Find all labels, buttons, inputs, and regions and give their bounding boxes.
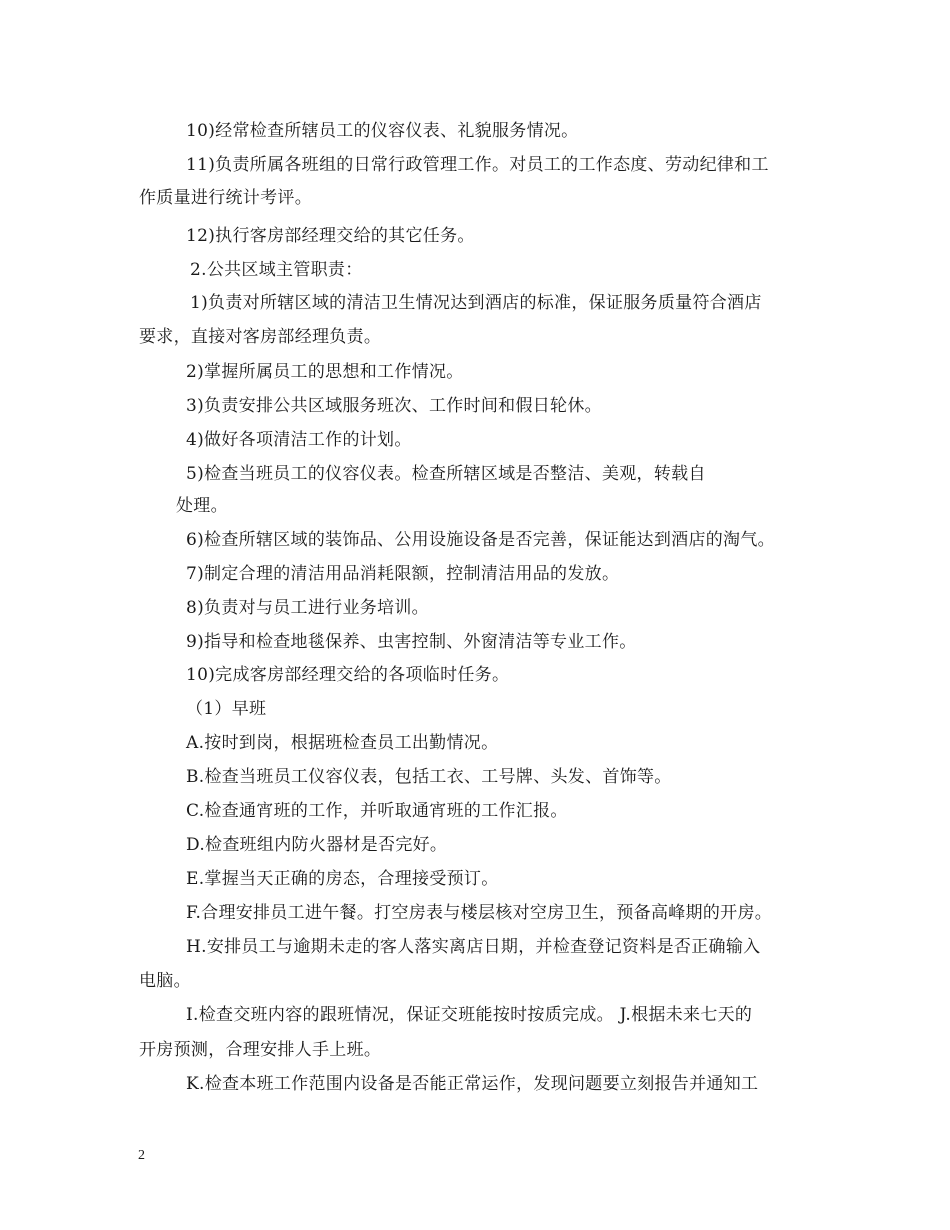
text-line: I.检查交班内容的跟班情况，保证交班能按时按质完成。 J.根据未来七天的 (186, 1005, 753, 1025)
text-line: 10)完成客房部经理交给的各项临时任务。 (186, 665, 510, 685)
text-line: F.合理安排员工进午餐。打空房表与楼层核对空房卫生，预备高峰期的开房。 (186, 903, 773, 923)
text-line: A.按时到岗，根据班检查员工出勤情况。 (186, 733, 499, 753)
text-line: 10)经常检查所辖员工的仪容仪表、礼貌服务情况。 (186, 121, 579, 141)
text-line: 8)负责对与员工进行业务培训。 (186, 598, 429, 618)
text-line: 2)掌握所属员工的思想和工作情况。 (186, 362, 464, 382)
text-line: 4)做好各项清洁工作的计划。 (186, 430, 412, 450)
text-line: 11)负责所属各班组的日常行政管理工作。对员工的工作态度、劳动纪律和工 (186, 155, 769, 175)
text-line: 7)制定合理的清洁用品消耗限额，控制清洁用品的发放。 (186, 564, 620, 584)
text-line: 作质量进行统计考评。 (139, 188, 312, 208)
text-line: 9)指导和检查地毯保养、虫害控制、外窗清洁等专业工作。 (186, 632, 637, 652)
text-line: 1)负责对所辖区域的清洁卫生情况达到酒店的标准，保证服务质量符合酒店 (190, 293, 762, 313)
text-line: E.掌握当天正确的房态，合理接受预订。 (186, 869, 499, 889)
text-line: 开房预测，合理安排人手上班。 (139, 1040, 382, 1060)
section-heading: 2.公共区域主管职责： (190, 260, 363, 280)
text-line: 处理。 (176, 496, 228, 516)
text-line: K.检查本班工作范围内设备是否能正常运作，发现问题要立刻报告并通知工 (186, 1074, 759, 1094)
text-line: 5)检查当班员工的仪容仪表。检查所辖区域是否整洁、美观，转载自 (186, 464, 706, 484)
text-line: 3)负责安排公共区域服务班次、工作时间和假日轮休。 (186, 396, 602, 416)
text-line: 12)执行客房部经理交给的其它任务。 (186, 226, 475, 246)
text-line: H.安排员工与逾期未走的客人落实离店日期，并检查登记资料是否正确输入 (186, 937, 761, 957)
subsection-heading: （1）早班 (186, 699, 267, 719)
text-line: 电脑。 (139, 971, 191, 991)
text-line: D.检查班组内防火器材是否完好。 (186, 835, 448, 855)
page-number: 2 (138, 1148, 145, 1163)
text-line: 6)检查所辖区域的装饰品、公用设施设备是否完善，保证能达到酒店的淘气。 (186, 530, 775, 550)
text-line: B.检查当班员工仪容仪表，包括工衣、工号牌、头发、首饰等。 (186, 767, 672, 787)
text-line: 要求，直接对客房部经理负责。 (139, 327, 382, 347)
text-line: C.检查通宵班的工作，并听取通宵班的工作汇报。 (186, 801, 568, 821)
